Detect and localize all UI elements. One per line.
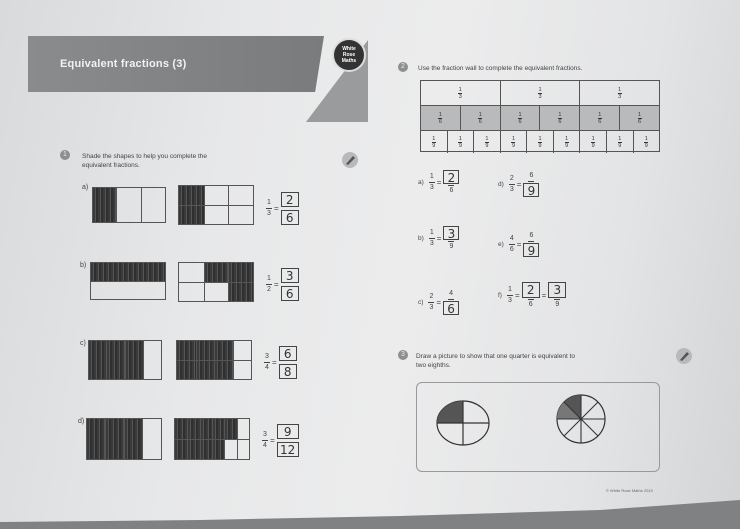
drawing-area[interactable] (416, 382, 660, 472)
fraction-wall-cell: 1 9 (432, 135, 436, 149)
question-text: Shade the shapes to help you complete the equivalent fractions. (82, 153, 208, 169)
answer-box[interactable]: 2 (443, 170, 459, 184)
shape-grid (178, 262, 254, 302)
fraction-wall-cell: 1 6 (579, 106, 619, 130)
answer-box[interactable]: 2 (522, 282, 540, 298)
fraction-wall-cell: 1 6 (619, 106, 659, 130)
question-number: 2 (398, 62, 408, 72)
fraction-wall-cell: 1 3 (458, 86, 462, 100)
answer-box[interactable]: 9 (277, 424, 299, 439)
fraction-wall-cell: 1 9 (526, 131, 553, 153)
question-text: Use the fraction wall to complete the equivalent fractions. (418, 65, 583, 72)
fraction-wall-cell: 1 9 (447, 131, 474, 153)
part-label: c) (80, 340, 86, 347)
fraction-wall-cell: 1 9 (500, 131, 527, 153)
shape-rectangle (92, 187, 166, 223)
equivalence-d: d) $\frac{2}{3}$ = $\frac{6}{9}$ (498, 172, 539, 197)
part-label: d) (78, 418, 85, 425)
answer-box[interactable]: 3 (443, 226, 459, 240)
fraction-wall-cell: 1 6 (460, 106, 500, 130)
fraction-answer: $\frac{1}{2}$ = $\frac{3}{6}$ (266, 268, 299, 301)
fraction-wall-cell: 1 3 (500, 81, 580, 105)
brand-logo: White Rose Maths (332, 38, 366, 72)
pencil-icon (676, 348, 692, 364)
answer-box[interactable]: 6 (279, 346, 297, 361)
fraction-wall-cell: 1 9 (579, 131, 606, 153)
part-label: a) (82, 184, 89, 191)
shape-grid (178, 185, 254, 225)
question-text: Draw a picture to show that one quarter is equivalent to two eighths. (416, 353, 575, 369)
answer-box[interactable]: 6 (443, 301, 459, 315)
fraction-wall (420, 80, 660, 152)
shape-rectangle (88, 340, 162, 380)
equivalence-f: f) $\frac{1}{3}$ = $\frac{2}{6}$ = $\frac{3}{9}$ (498, 282, 566, 309)
fraction-answer: $\frac{3}{4}$ = $\frac{9}{12}$ (262, 424, 299, 457)
pencil-icon (342, 152, 358, 168)
answer-box[interactable]: 3 (281, 268, 299, 283)
answer-box[interactable]: 9 (523, 183, 539, 197)
question-number: 3 (398, 350, 408, 360)
fraction-wall-cell: 1 9 (553, 131, 580, 153)
equivalence-b: b) $\frac{1}{3}$ = $\frac{3}{9}$ (418, 226, 459, 251)
shape-grid (174, 418, 250, 460)
fraction-wall-cell: 1 3 (579, 81, 659, 105)
fraction-wall-cell: 1 9 (606, 131, 633, 153)
answer-box[interactable]: 3 (548, 282, 566, 298)
fraction-wall-cell: 1 6 (438, 111, 442, 125)
answer-box[interactable]: 9 (523, 243, 539, 257)
shape-grid (176, 340, 252, 380)
answer-box[interactable]: 8 (279, 364, 297, 379)
equivalence-c: c) $\frac{2}{3}$ = $\frac{4}{6}$ (418, 290, 459, 315)
shape-rectangle (90, 262, 166, 300)
student-drawing (417, 383, 661, 473)
question-number: 1 (60, 150, 70, 160)
answer-box[interactable]: 12 (277, 442, 299, 457)
equivalence-a: a) $\frac{1}{3}$ = $\frac{2}{6}$ (418, 170, 459, 195)
fraction-answer: $\frac{3}{4}$ = $\frac{6}{8}$ (264, 346, 297, 379)
equivalence-e: e) $\frac{4}{6}$ = $\frac{6}{9}$ (498, 232, 539, 257)
answer-box[interactable]: 6 (281, 286, 299, 301)
part-label: b) (80, 262, 87, 269)
fraction-wall-cell: 1 6 (539, 106, 579, 130)
shape-rectangle (86, 418, 162, 460)
fraction-wall-cell: 1 9 (633, 131, 660, 153)
fraction-answer: $\frac{1}{3}$ = $\frac{2}{6}$ (266, 192, 299, 225)
footer-copyright: © White Rose Maths 2019 (606, 488, 653, 493)
fraction-wall-cell: 1 9 (473, 131, 500, 153)
answer-box[interactable]: 6 (281, 210, 299, 225)
answer-box[interactable]: 2 (281, 192, 299, 207)
fraction-wall-cell: 1 6 (500, 106, 540, 130)
page-title: Equivalent fractions (3) (60, 58, 187, 70)
